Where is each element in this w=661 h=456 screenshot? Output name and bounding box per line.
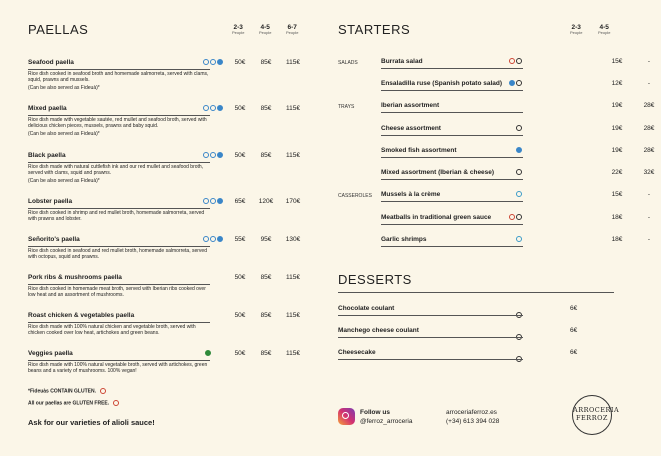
restaurant-logo: ARROCERIA FERROZ	[572, 395, 612, 435]
price-4-5: -	[647, 236, 651, 243]
allergen-icon	[210, 59, 216, 65]
price-6-7: 115€	[286, 312, 300, 319]
item-name: Cheesecake	[338, 349, 376, 356]
allergen-icon	[210, 105, 216, 111]
price-6-7: 170€	[285, 198, 301, 205]
item-name: Veggies paella	[28, 350, 73, 357]
paellas-title: PAELLAS	[28, 22, 89, 37]
price-2-3: 22€	[611, 169, 623, 176]
allergen-icons	[516, 191, 522, 197]
allergen-icon	[516, 236, 522, 242]
item-note: (Can be also served as Fideuà)*	[28, 131, 100, 137]
menu-item-veggies-paella	[28, 350, 300, 374]
price-2-3: 65€	[234, 198, 246, 205]
paellas-column	[28, 22, 301, 427]
price-4-5: 85€	[260, 274, 272, 281]
divider	[381, 90, 523, 91]
allergen-icons	[509, 80, 522, 86]
item-name: Pork ribs & mushrooms paella	[28, 274, 122, 281]
item-description: Rice dish cooked in seafood broth and homemade salmorreta, served with clams, squid, prawns and mussels. (Can be also served as Fideuà)*	[28, 71, 212, 91]
price-4-5: 85€	[260, 152, 272, 159]
item-name: Mixed assortment (Iberian & cheese)	[381, 169, 495, 176]
menu-item-mixed-assortment	[381, 169, 655, 181]
price: 6€	[570, 349, 578, 356]
item-name: Black paella	[28, 152, 66, 159]
menu-item-manchego-coulant	[338, 327, 614, 339]
divider	[381, 246, 523, 247]
divider	[338, 337, 523, 338]
price-2-3: 15€	[611, 191, 623, 198]
divider	[381, 157, 523, 158]
menu-item-garlic-shrimps	[381, 236, 651, 248]
starters-title: STARTERS	[338, 22, 411, 37]
item-name: Roast chicken & vegetables paella	[28, 312, 135, 319]
price-2-3: 18€	[611, 214, 623, 221]
divider	[28, 284, 210, 285]
footnote-gluten-free: All our paellas are GLUTEN FREE.	[28, 400, 119, 406]
size-header-6-7: 6-7 People	[286, 24, 299, 35]
allergen-icons	[509, 58, 522, 64]
price-2-3: 50€	[234, 312, 246, 319]
allergen-icons	[516, 169, 522, 175]
item-description: Rice dish made with 100% natural chicken and vegetable broth, served with chicken cooked over low heat, artichokes and green beans.	[28, 324, 196, 336]
allergen-icons	[203, 198, 223, 204]
divider	[381, 201, 523, 202]
menu-item-black-paella	[28, 152, 300, 184]
price-2-3: 50€	[234, 274, 246, 281]
menu-item-pork-ribs-paella	[28, 274, 300, 298]
divider	[28, 208, 210, 209]
item-name: Lobster paella	[28, 198, 73, 205]
menu-item-chocolate-coulant	[338, 305, 614, 317]
price-4-5: 95€	[260, 236, 272, 243]
price-4-5: -	[647, 214, 651, 221]
alioli-note: Ask for our varieties of alioli sauce!	[28, 418, 155, 427]
allergen-icon	[217, 236, 223, 242]
divider	[381, 112, 523, 113]
price-2-3: 50€	[234, 59, 246, 66]
price-2-3: 55€	[234, 236, 246, 243]
divider	[28, 69, 210, 70]
allergen-icon	[516, 80, 522, 86]
allergen-icon	[509, 58, 515, 64]
gluten-icon	[100, 388, 106, 394]
allergen-icon	[516, 169, 522, 175]
menu-item-roast-chicken-paella	[28, 312, 300, 336]
menu-item-cheesecake	[338, 349, 614, 361]
price-2-3: 50€	[234, 152, 246, 159]
item-name: Mixed paella	[28, 105, 67, 112]
price-2-3: 12€	[611, 80, 623, 87]
phone-number: (+34) 613 394 028	[446, 418, 500, 425]
item-name: Mussels à la crème	[381, 191, 441, 198]
divider	[381, 135, 523, 136]
allergen-icons	[516, 147, 522, 153]
category-trays: TRAYS	[338, 104, 355, 110]
allergen-icon	[203, 198, 209, 204]
price-6-7: 115€	[286, 274, 300, 281]
allergen-icon	[203, 236, 209, 242]
price-6-7: 115€	[286, 59, 300, 66]
item-note: (Can be also served as Fideuà)*	[28, 85, 100, 91]
menu-item-seafood-paella	[28, 59, 300, 91]
item-description: Rice dish made with natural cuttlefish ink and our red mullet and seafood broth, served with clams, squid and prawns. (Can be also served as Fideuà)*	[28, 164, 212, 184]
allergen-icon	[516, 191, 522, 197]
allergen-icon	[509, 214, 515, 220]
price-4-5: -	[647, 58, 651, 65]
price-6-7: 115€	[286, 152, 300, 159]
size-header-4-5: 4-5 People	[259, 24, 272, 35]
item-name: Smoked fish assortment	[381, 147, 457, 154]
divider	[338, 315, 523, 316]
desserts-divider	[338, 292, 614, 293]
allergen-icons	[516, 236, 522, 242]
item-name: Iberian assortment	[381, 102, 440, 109]
allergen-icons	[203, 105, 223, 111]
instagram-icon[interactable]	[338, 408, 355, 425]
item-description: Rice dish made with 100% natural vegetable broth, served with artichokes, green beans and a variety of mushrooms. 100% vegan!	[28, 362, 208, 374]
allergen-icon	[217, 59, 223, 65]
menu-item-meatballs	[381, 214, 651, 226]
price-2-3: 19€	[611, 147, 623, 154]
item-name: Ensaladilla ruse (Spanish potato salad)	[381, 80, 503, 87]
size-header-2-3: 2-3 People	[232, 24, 245, 35]
allergen-icons	[203, 152, 223, 158]
allergen-icon	[217, 198, 223, 204]
item-name: Manchego cheese coulant	[338, 327, 419, 334]
price-2-3: 19€	[611, 125, 623, 132]
allergen-icon	[217, 152, 223, 158]
allergen-icon	[516, 125, 522, 131]
menu-item-smoked-fish	[381, 147, 655, 159]
vegan-icon	[205, 350, 211, 356]
allergen-icon	[210, 236, 216, 242]
allergen-icons	[516, 327, 522, 345]
menu-item-cheese-assortment	[381, 125, 655, 137]
price-4-5: 32€	[643, 169, 655, 176]
allergen-icons	[516, 125, 522, 131]
allergen-icons	[509, 214, 522, 220]
allergen-icon	[509, 80, 515, 86]
price-4-5: 85€	[260, 312, 272, 319]
price-4-5: 85€	[260, 105, 272, 112]
item-name: Burrata salad	[381, 58, 423, 65]
allergen-icon	[516, 147, 522, 153]
website-link[interactable]: arroceriaferroz.es	[446, 409, 497, 416]
menu-item-iberian-assortment	[381, 102, 655, 114]
category-casseroles: CASSEROLES	[338, 193, 372, 199]
item-name: Meatballs in traditional green sauce	[381, 214, 492, 221]
footnote-fideuas: *Fideuàs CONTAIN GLUTEN.	[28, 388, 106, 394]
menu-item-senoritos-paella	[28, 236, 301, 260]
price-4-5: -	[647, 80, 651, 87]
price-4-5: 85€	[260, 59, 272, 66]
price-4-5: 120€	[258, 198, 274, 205]
desserts-title: DESSERTS	[338, 272, 412, 287]
price: 6€	[570, 327, 578, 334]
price-2-3: 50€	[234, 105, 246, 112]
allergen-icons	[516, 349, 522, 367]
menu-item-mussels	[381, 191, 651, 203]
divider	[28, 162, 210, 163]
divider	[381, 179, 523, 180]
item-name: Garlic shrimps	[381, 236, 427, 243]
price-4-5: 28€	[643, 125, 655, 132]
category-salads: SALADS	[338, 60, 358, 66]
instagram-handle[interactable]: @ferroz_arroceria	[360, 418, 413, 425]
allergen-icon	[203, 152, 209, 158]
item-description: Rice dish cooked in shrimp and red mullet broth, homemade salmorreta, served with prawns and lobster.	[28, 210, 205, 222]
allergen-icons	[203, 59, 223, 65]
footer	[338, 406, 620, 436]
item-note: (Can be also served as Fideuà)*	[28, 178, 100, 184]
item-name: Seafood paella	[28, 59, 74, 66]
allergen-icon	[210, 198, 216, 204]
allergen-icons	[205, 350, 211, 356]
menu-item-ensaladilla	[381, 80, 651, 92]
follow-us-label: Follow us	[360, 409, 390, 416]
item-name: Señorito's paella	[28, 236, 80, 243]
starters-desserts-column	[338, 22, 655, 356]
item-name: Chocolate coulant	[338, 305, 395, 312]
price-4-5: 85€	[260, 350, 272, 357]
allergen-icons	[203, 236, 223, 242]
item-description: Rice dish cooked in homemade meat broth, served with Iberian ribs cooked over low heat and an assortment of mushrooms.	[28, 286, 206, 298]
divider	[28, 115, 210, 116]
price-2-3: 50€	[234, 350, 246, 357]
price-2-3: 15€	[611, 58, 623, 65]
menu-item-lobster-paella	[28, 198, 301, 222]
size-header-4-5: 4-5 People	[598, 24, 611, 35]
price-4-5: 28€	[643, 147, 655, 154]
price-6-7: 115€	[286, 105, 300, 112]
allergen-icon	[516, 214, 522, 220]
price-2-3: 19€	[611, 102, 623, 109]
allergen-icon	[203, 105, 209, 111]
divider	[28, 322, 210, 323]
menu-item-mixed-paella	[28, 105, 300, 137]
allergen-icons	[516, 305, 522, 323]
divider	[381, 68, 523, 69]
divider	[381, 224, 523, 225]
divider	[28, 360, 210, 361]
price-4-5: -	[647, 191, 651, 198]
size-header-2-3: 2-3 People	[570, 24, 583, 35]
price-6-7: 115€	[286, 350, 300, 357]
item-description: Rice dish made with vegetable sautée, red mullet and seafood broth, served with delicious chicken pieces, mussels, prawns and baby squid. (Can be also served as Fideuà)*	[28, 117, 212, 137]
item-description: Rice dish cooked in seafood and red mullet broth, homemade salmorreta, served with octopus, squid and prawns.	[28, 248, 207, 260]
allergen-icon	[217, 105, 223, 111]
menu-item-burrata-salad	[381, 58, 651, 70]
price-2-3: 18€	[611, 236, 623, 243]
item-name: Cheese assortment	[381, 125, 441, 132]
allergen-icon	[516, 58, 522, 64]
price-6-7: 130€	[285, 236, 301, 243]
price: 6€	[570, 305, 578, 312]
divider	[28, 246, 210, 247]
divider	[338, 359, 523, 360]
allergen-icon	[210, 152, 216, 158]
price-4-5: 28€	[643, 102, 655, 109]
allergen-icon	[203, 59, 209, 65]
no-gluten-icon	[113, 400, 119, 406]
